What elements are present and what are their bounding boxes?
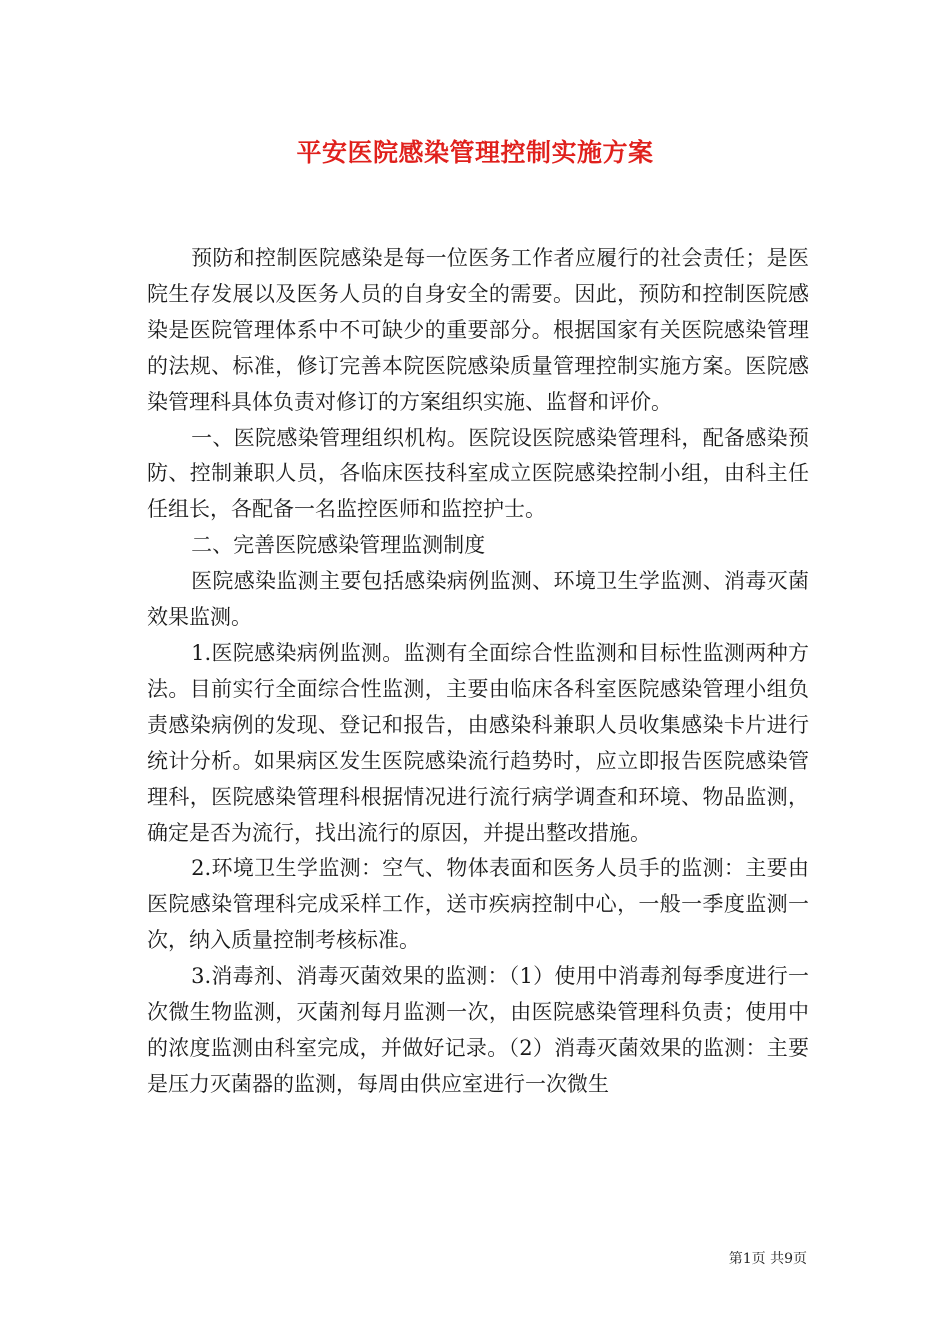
- paragraph-case-monitoring: 1.医院感染病例监测。监测有全面综合性监测和目标性监测两种方法。目前实行全面综合性监测，主要由临床各科室医院感染管理小组负责感染病例的发现、登记和报告，由感染科兼职人员收集感染卡片进行统计分析。如果病区发生医院感染流行趋势时，应立即报告医院感染管理科，医院感染管理科根据情况进行流行病学调查和环境、物品监测，确定是否为流行，找出流行的原因，并提出整改措施。: [147, 640, 809, 845]
- section-heading-monitoring: 二、完善医院感染管理监测制度: [191, 533, 486, 558]
- document-title: 平安医院感染管理控制实施方案: [296, 138, 654, 167]
- current-page-number: 1: [742, 1251, 752, 1267]
- total-pages-number: 9: [784, 1251, 793, 1267]
- paragraph-environment-monitoring: 2.环境卫生学监测：空气、物体表面和医务人员手的监测：主要由医院感染管理科完成采样工作，送市疾病控制中心，一般一季度监测一次，纳入质量控制考核标准。: [147, 856, 809, 953]
- footer-prefix: 第: [728, 1251, 743, 1267]
- page-number-footer: [729, 1248, 807, 1268]
- document-body: [147, 241, 809, 1103]
- footer-suffix: 页: [793, 1251, 807, 1267]
- paragraph-organization: 一、医院感染管理组织机构。医院设医院感染管理科，配备感染预防、控制兼职人员，各临床医技科室成立医院感染控制小组，由科主任任组长，各配备一名监控医师和监控护士。: [147, 425, 809, 522]
- paragraph-monitoring-scope: 医院感染监测主要包括感染病例监测、环境卫生学监测、消毒灭菌效果监测。: [147, 569, 809, 630]
- paragraph-intro: 预防和控制医院感染是每一位医务工作者应履行的社会责任；是医院生存发展以及医务人员的自身安全的需要。因此，预防和控制医院感染是医院管理体系中不可缺少的重要部分。根据国家有关医院感染管理的法规、标准，修订完善本院医院感染质量管理控制实施方案。医院感染管理科具体负责对修订的方案组织实施、监督和评价。: [147, 246, 809, 414]
- paragraph-disinfection-monitoring: 3.消毒剂、消毒灭菌效果的监测：（1）使用中消毒剂每季度进行一次微生物监测，灭菌剂每月监测一次，由医院感染管理科负责；使用中的浓度监测由科室完成，并做好记录。（2）消毒灭菌效果的监测：主要是压力灭菌器的监测，每周由供应室进行一次微生: [147, 964, 809, 1096]
- footer-middle: 页 共: [751, 1251, 785, 1267]
